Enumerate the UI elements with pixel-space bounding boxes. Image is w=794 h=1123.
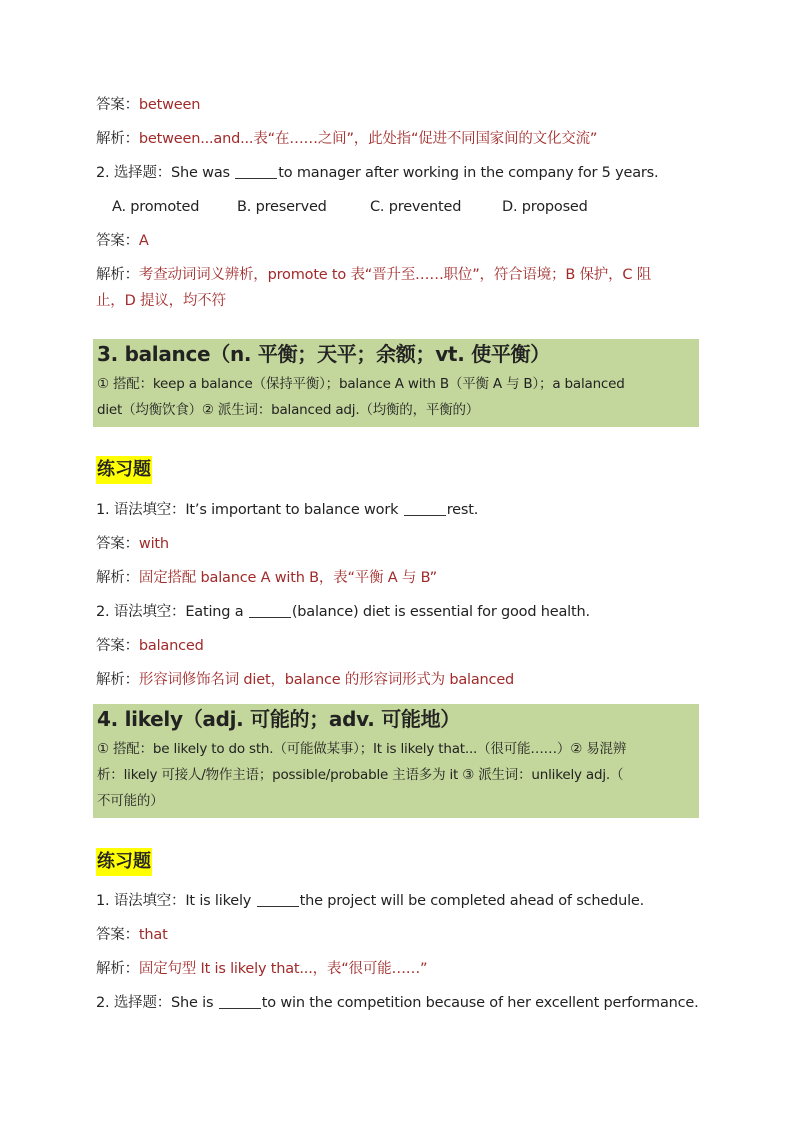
answer-line: 答案：that	[96, 927, 168, 943]
vocab-notes: ① 搭配：keep a balance（保持平衡）；balance A with B（平衡 A 与 B）；a balanced diet（均衡饮食）② 派生词：balanced adj.（均衡的，平衡的）	[97, 376, 625, 418]
vocab-notes: ① 搭配：be likely to do sth.（可能做某事）；It is likely that...（很可能……）② 易混辨 析：likely 可接人/物作主语；possible/probable 主语多为 it ③ 派生词：unlikely adj.（ 不可能的）	[97, 741, 627, 809]
question-line: 2. 语法填空：Eating a (balance) diet is essential for good health.	[96, 604, 590, 620]
vocab-title: 3. balance（n. 平衡；天平；余额；vt. 使平衡）	[97, 342, 550, 366]
question-line: 1. 语法填空：It is likely the project will be completed ahead of schedule.	[96, 893, 645, 909]
analysis-line: 解析：固定搭配 balance A with B，表“平衡 A 与 B”	[96, 570, 437, 586]
option-a: A. promoted	[112, 199, 200, 215]
analysis-line: 解析：between...and...表“在……之间”，此处指“促进不同国家间的文化交流”	[96, 131, 598, 147]
answer-value: between	[138, 97, 201, 113]
vocab-banner-likely	[93, 704, 699, 818]
option-d: D. proposed	[502, 199, 588, 215]
analysis-text: between...and...表“在……之间”，此处指“促进不同国家间的文化交流”	[138, 131, 598, 147]
question-line: 2. 选择题：She was to manager after working in the company for 5 years.	[96, 165, 659, 181]
analysis-line: 解析：固定句型 It is likely that...，表“很可能……”	[96, 961, 428, 977]
question-line: 2. 选择题：She is to win the competition because of her excellent performance.	[96, 995, 699, 1011]
option-c: C. prevented	[370, 199, 462, 215]
answer-value: balanced	[138, 638, 204, 654]
answer-line: 答案：between	[96, 97, 201, 113]
answer-line: 答案：with	[96, 536, 169, 552]
question-line: 1. 语法填空：It’s important to balance work rest.	[96, 502, 479, 518]
vocab-title: 4. likely（adj. 可能的；adv. 可能地）	[97, 707, 461, 731]
option-b: B. preserved	[237, 199, 327, 215]
options-row	[112, 194, 588, 220]
analysis-line-continued: 止，D 提议，均不符	[96, 293, 226, 309]
answer-line: 答案：balanced	[96, 638, 204, 654]
answer-value: with	[138, 536, 169, 552]
answer-line: 答案：A	[96, 233, 149, 249]
vocab-banner-balance	[93, 339, 699, 427]
answer-blank	[235, 164, 277, 179]
answer-blank	[219, 994, 261, 1009]
answer-blank	[257, 892, 299, 907]
analysis-line: 解析：考查动词词义辨析，promote to 表“晋升至……职位”，符合语境；B 保护，C 阻	[96, 267, 652, 283]
practice-heading: 练习题	[96, 848, 152, 876]
answer-value: that	[138, 927, 168, 943]
analysis-line: 解析：形容词修饰名词 diet，balance 的形容词形式为 balanced	[96, 672, 515, 688]
answer-blank	[404, 501, 446, 516]
answer-blank	[249, 603, 291, 618]
practice-heading: 练习题	[96, 456, 152, 484]
answer-value: A	[138, 233, 149, 249]
